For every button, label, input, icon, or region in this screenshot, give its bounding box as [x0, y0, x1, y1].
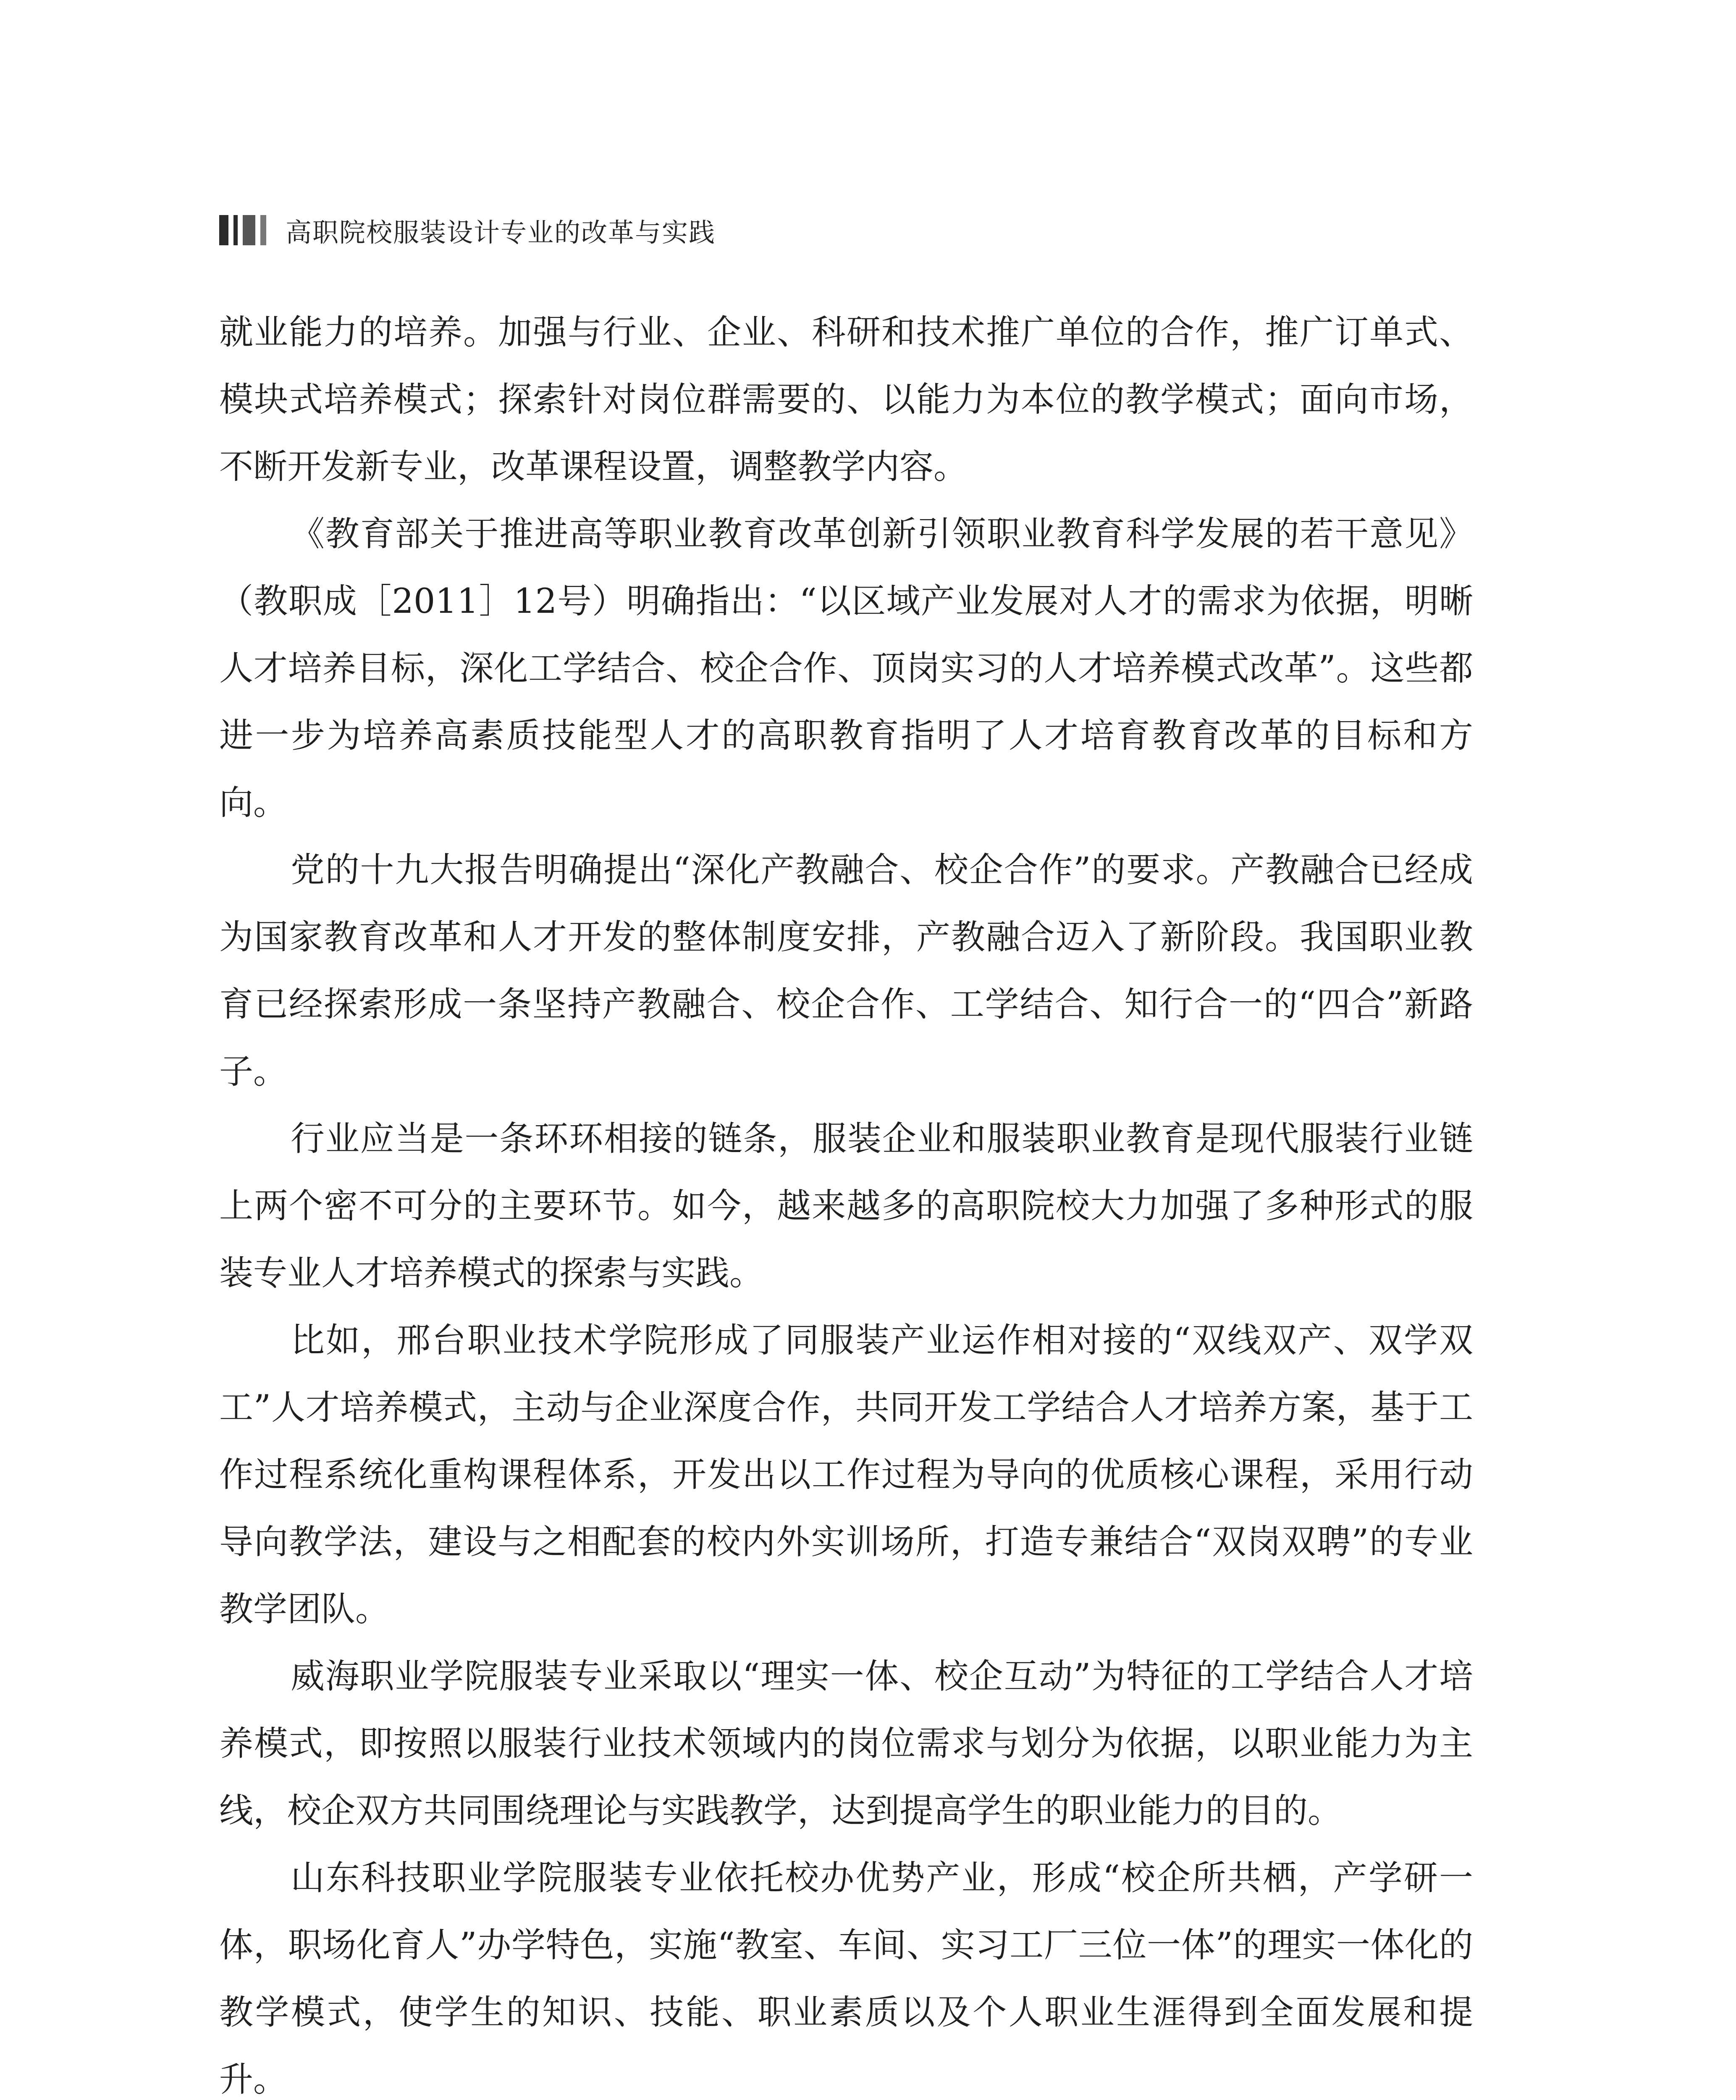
body-text [219, 299, 1473, 2100]
running-header [219, 213, 716, 247]
paragraph: 就业能力的培养。加强与行业、企业、科研和技术推广单位的合作，推广订单式、模块式培养模式；探索针对岗位群需要的、以能力为本位的教学模式；面向市场，不断开发新专业，改革课程设置，调整教学内容。 [219, 313, 1473, 487]
header-title: 高职院校服装设计专业的改革与实践 [286, 217, 716, 248]
header-bar [243, 215, 255, 245]
paragraph: 党的十九大报告明确提出“深化产教融合、校企合作”的要求。产教融合已经成为国家教育改革和人才开发的整体制度安排，产教融合迈入了新阶段。我国职业教育已经探索形成一条坚持产教融合、校企合作、工学结合、知行合一的“四合”新路子。 [219, 850, 1473, 1092]
header-bars-icon [219, 215, 266, 245]
header-bar [260, 215, 266, 245]
header-bar [233, 215, 238, 245]
paragraph: 《教育部关于推进高等职业教育改革创新引领职业教育科学发展的若干意见》（教职成［2011］12号）明确指出：“以区域产业发展对人才的需求为依据，明晰人才培养目标，深化工学结合、校企合作、顶岗实习的人才培养模式改革”。这些都进一步为培养高素质技能型人才的高职教育指明了人才培育教育改革的目标和方向。 [219, 514, 1473, 823]
paragraph: 威海职业学院服装专业采取以“理实一体、校企互动”为特征的工学结合人才培养模式，即按照以服装行业技术领域内的岗位需求与划分为依据，以职业能力为主线，校企双方共同围绕理论与实践教学，达到提高学生的职业能力的目的。 [219, 1657, 1473, 1831]
header-bar [219, 215, 228, 245]
paragraph: 行业应当是一条环环相接的链条，服装企业和服装职业教育是现代服装行业链上两个密不可分的主要环节。如今，越来越多的高职院校大力加强了多种形式的服装专业人才培养模式的探索与实践。 [219, 1119, 1473, 1293]
paragraph: 山东科技职业学院服装专业依托校办优势产业，形成“校企所共栖，产学研一体，职场化育人”办学特色，实施“教室、车间、实习工厂三位一体”的理实一体化的教学模式，使学生的知识、技能、职业素质以及个人职业生涯得到全面发展和提升。 [219, 1858, 1473, 2100]
paragraph: 比如，邢台职业技术学院形成了同服装产业运作相对接的“双线双产、双学双工”人才培养模式，主动与企业深度合作，共同开发工学结合人才培养方案，基于工作过程系统化重构课程体系，开发出以工作过程为导向的优质核心课程，采用行动导向教学法，建设与之相配套的校内外实训场所，打造专兼结合“双岗双聘”的专业教学团队。 [219, 1321, 1473, 1629]
